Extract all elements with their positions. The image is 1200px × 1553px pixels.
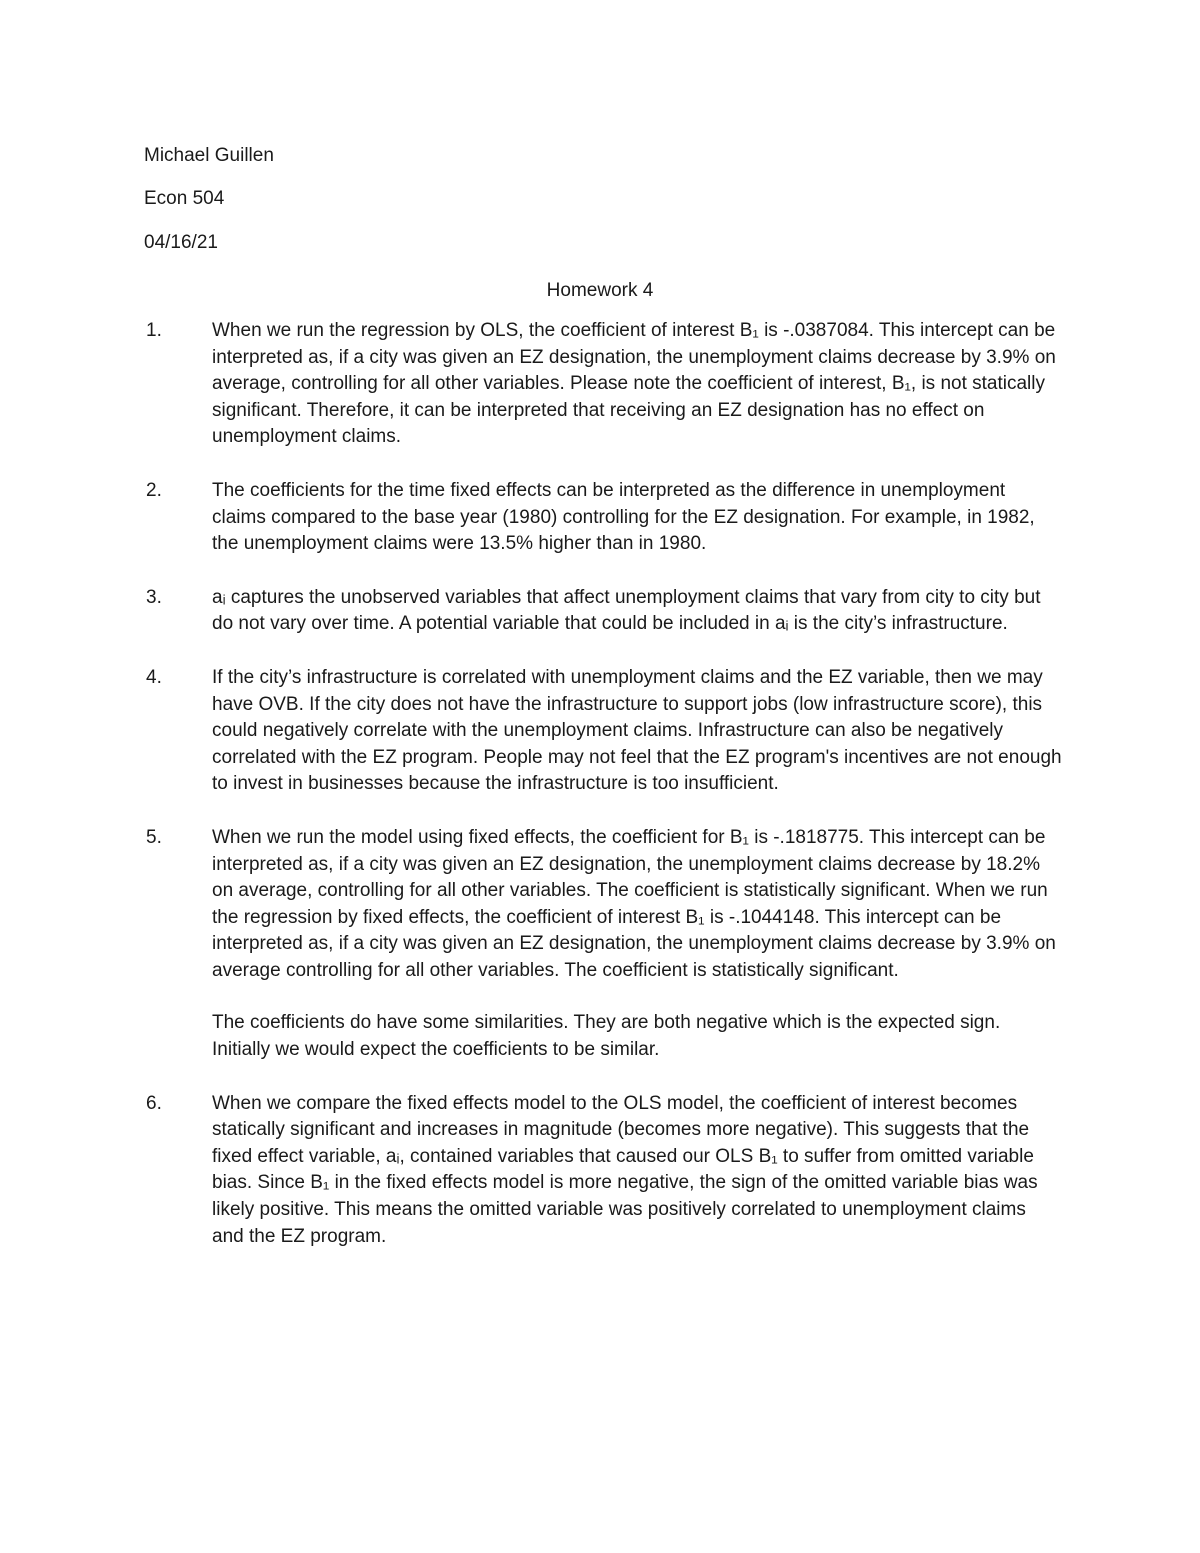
answer-item-4 <box>146 665 1062 798</box>
answer-number: 1. <box>146 320 162 341</box>
answer-paragraph: aᵢ captures the unobserved variables that affect unemployment claims that vary from city to city but do not vary over time. A potential variable that could be included in aᵢ is the city’s infrastructure. <box>212 586 1041 635</box>
answer-item-5 <box>146 825 1062 1064</box>
document-title: Homework 4 <box>546 280 654 301</box>
answer-item-3 <box>146 585 1062 638</box>
author-name: Michael Guillen <box>144 145 274 166</box>
answer-paragraph: If the city’s infrastructure is correlated with unemployment claims and the EZ variable, then we may have OVB. If the city does not have the infrastructure to support jobs (low infrastructure score), this could negatively correlate with the unemployment claims. Infrastructure can also be negatively correlated with the EZ program. People may not feel that the EZ program's incentives are not enough to invest in businesses because the infrastructure is too insufficient. <box>212 666 1062 795</box>
submission-date: 04/16/21 <box>144 232 218 253</box>
answer-number: 5. <box>146 826 162 848</box>
answer-number: 3. <box>146 586 162 608</box>
answer-item-6 <box>146 1091 1062 1251</box>
course-name: Econ 504 <box>144 188 225 209</box>
answer-number: 2. <box>146 479 162 501</box>
answer-item-1 <box>146 318 1062 451</box>
answer-paragraph: When we run the regression by OLS, the coefficient of interest B₁ is -.0387084. This intercept can be interpreted as, if a city was given an EZ designation, the unemployment claims decrease by 3.9% on average, controlling for all other variables. Please note the coefficient of interest, B₁, is not statically significant. Therefore, it can be interpreted that receiving an EZ designation has no effect on unemployment claims. <box>212 320 1056 448</box>
answer-paragraph: When we run the model using fixed effects, the coefficient for B₁ is -.1818775. This intercept can be interpreted as, if a city was given an EZ designation, the unemployment claims decrease by 18.2% on average, controlling for all other variables. The coefficient is statistically significant. When we run the regression by fixed effects, the coefficient of interest B₁ is -.1044148. This intercept can be interpreted as, if a city was given an EZ designation, the unemployment claims decrease by 3.9% on average controlling for all other variables. The coefficient is statistically significant. <box>212 826 1056 981</box>
answer-paragraph: The coefficients for the time fixed effects can be interpreted as the difference in unemployment claims compared to the base year (1980) controlling for the EZ designation. For example, in 1982, the unemployment claims were 13.5% higher than in 1980. <box>212 479 1035 555</box>
answer-list <box>146 318 1062 1277</box>
answer-number: 6. <box>146 1092 162 1114</box>
answer-paragraph: The coefficients do have some similarities. They are both negative which is the expected sign. Initially we would expect the coefficients to be similar. <box>212 1012 1001 1061</box>
answer-number: 4. <box>146 666 162 688</box>
answer-paragraph: When we compare the fixed effects model to the OLS model, the coefficient of interest becomes statically significant and increases in magnitude (becomes more negative). This suggests that the fixed effect variable, aᵢ, contained variables that caused our OLS B₁ to suffer from omitted variable bias. Since B₁ in the fixed effects model is more negative, the sign of the omitted variable bias was likely positive. This means the omitted variable was positively correlated to unemployment claims and the EZ program. <box>212 1092 1038 1247</box>
answer-item-2 <box>146 478 1062 558</box>
